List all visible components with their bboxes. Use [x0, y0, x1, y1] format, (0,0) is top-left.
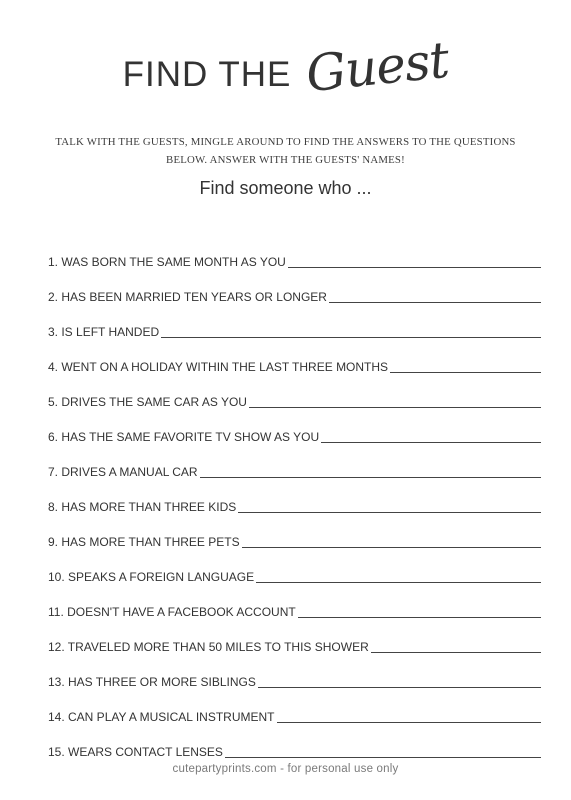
question-row — [48, 305, 541, 340]
answer-line — [256, 581, 541, 583]
question-text: 14. CAN PLAY A MUSICAL INSTRUMENT — [48, 710, 275, 724]
answer-line — [277, 721, 541, 723]
question-text: 15. WEARS CONTACT LENSES — [48, 745, 223, 759]
question-row — [48, 480, 541, 515]
title-block — [122, 30, 451, 104]
answer-line — [200, 476, 541, 478]
page-title — [0, 30, 571, 108]
question-row — [48, 550, 541, 585]
question-text: 8. HAS MORE THAN THREE KIDS — [48, 500, 237, 514]
question-row — [48, 340, 541, 375]
question-row — [48, 515, 541, 550]
answer-line — [371, 651, 541, 653]
questions-list — [48, 235, 541, 760]
answer-line — [298, 616, 541, 618]
answer-line — [321, 441, 541, 443]
title-main-text: FIND THE — [122, 55, 292, 94]
question-row — [48, 620, 541, 655]
question-text: 5. DRIVES THE SAME CAR AS YOU — [48, 395, 247, 409]
question-row — [48, 235, 541, 270]
question-text: 10. SPEAKS A FOREIGN LANGUAGE — [48, 570, 255, 584]
answer-line — [238, 511, 541, 513]
question-row — [48, 270, 541, 305]
question-row — [48, 445, 541, 480]
question-text: 2. HAS BEEN MARRIED TEN YEARS OR LONGER — [48, 290, 327, 304]
answer-line — [225, 756, 541, 758]
question-text: 4. WENT ON A HOLIDAY WITHIN THE LAST THREE MONTHS — [48, 360, 389, 374]
answer-line — [242, 546, 541, 548]
question-text: 13. HAS THREE OR MORE SIBLINGS — [48, 675, 256, 689]
question-text: 9. HAS MORE THAN THREE PETS — [48, 535, 240, 549]
question-row — [48, 690, 541, 725]
question-text: 1. WAS BORN THE SAME MONTH AS YOU — [48, 255, 286, 269]
subtitle: Find someone who ... — [199, 178, 372, 198]
answer-line — [258, 686, 541, 688]
question-text: 7. DRIVES A MANUAL CAR — [48, 465, 198, 479]
question-row — [48, 375, 541, 410]
question-row — [48, 410, 541, 445]
question-row — [48, 655, 541, 690]
answer-line — [249, 406, 541, 408]
instructions-line-1: TALK WITH THE GUESTS, MINGLE AROUND TO FIND THE ANSWERS TO THE QUESTIONS — [55, 136, 516, 148]
footer-credit: cutepartyprints.com - for personal use only — [172, 763, 399, 775]
answer-line — [288, 266, 541, 268]
answer-line — [161, 336, 541, 338]
answer-line — [390, 371, 541, 373]
question-row — [48, 725, 541, 760]
instructions — [50, 133, 521, 169]
answer-line — [329, 301, 541, 303]
question-row — [48, 585, 541, 620]
question-text: 3. IS LEFT HANDED — [48, 325, 160, 339]
title-script-text: Guest — [303, 30, 451, 104]
instructions-line-2: BELOW. ANSWER WITH THE GUESTS' NAMES! — [166, 154, 405, 166]
question-text: 6. HAS THE SAME FAVORITE TV SHOW AS YOU — [48, 430, 320, 444]
question-text: 11. DOESN'T HAVE A FACEBOOK ACCOUNT — [48, 605, 296, 619]
question-text: 12. TRAVELED MORE THAN 50 MILES TO THIS SHOWER — [48, 640, 369, 654]
